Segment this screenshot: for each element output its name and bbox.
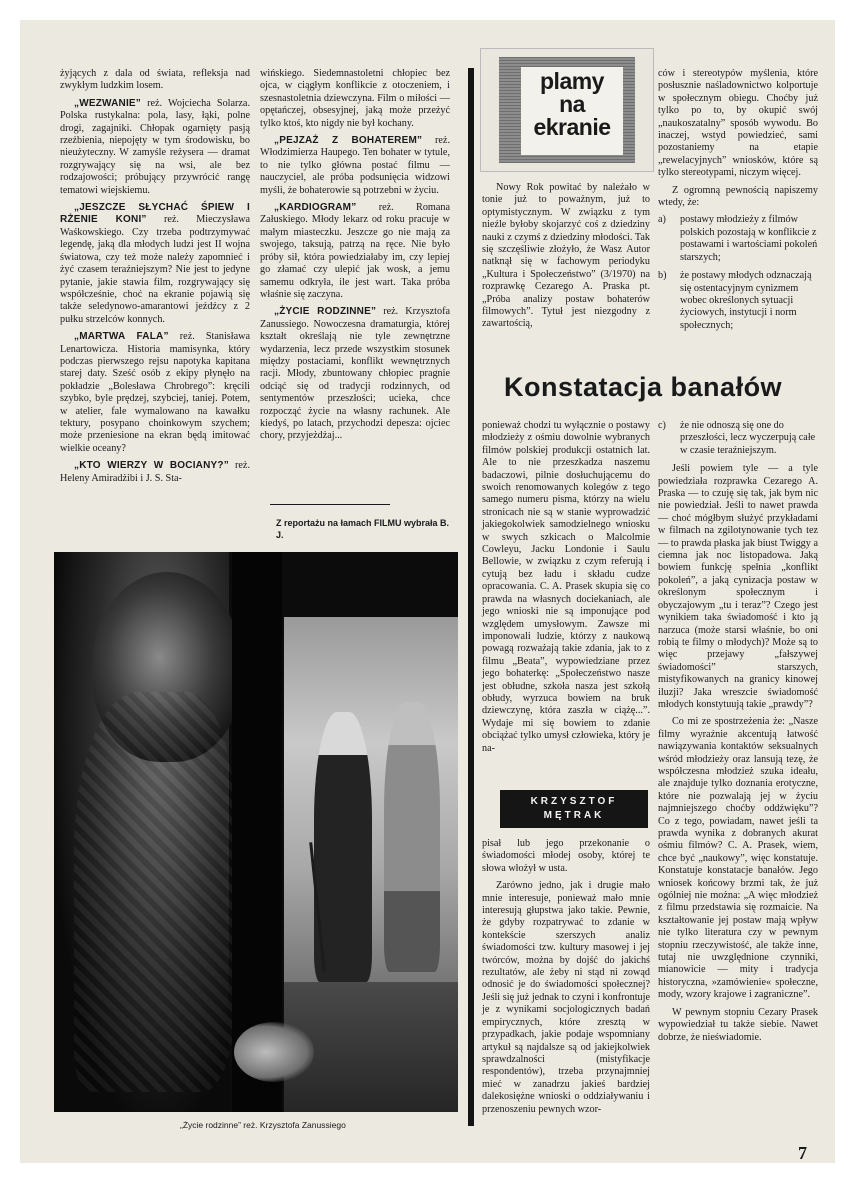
logo-text: plamy na ekranie: [521, 67, 623, 155]
film-entry: „KTO WIERZY W BOCIANY?” reż. Heleny Amiradżibi i J. S. Sta-: [60, 460, 250, 484]
reportage-credit: Z reportażu na łamach FILMU wybrała B. J.: [276, 518, 450, 540]
film-title: „PEJZAŻ Z BOHATEREM”: [274, 135, 423, 147]
credit-divider: [270, 504, 390, 505]
list-item: a) postawy młodzieży z filmów polskich pozostają w konflikcie z postawami i wartościami pokoleń starszych;: [658, 214, 818, 263]
article-column-4-bottom: c) że nie odnoszą się one do przeszłości, lecz wyczerpują całe w czasie teraźniejszym. Jeśli powiem tyle — a tyle powiedziała rozprawka Cezarego A. Praska — to czuję się tak, jak bym nic nie powiedział. Jeśli to nawet prawda — choć mógłbym służyć przykładami w filmach na zgilotynowanie tych tez — to prawda płaska jak biust Twiggy a ciemna jak noc listopadowa. Jaką bowiem funkcję spełnia „konflikt pokoleń”, a jaką cynizacja postaw w określonym społecznym i obyczajowym „tu i teraz”? Czego jest wynikiem taka świadomość i kto ją narzuca (może starsi właśnie, bo oni robią te filmy o młodych)? Może są to więc przejawy „fałszywej świadomości” starszych, mistyfikowanych na granicy kinowej iluzji? Jaka wreszcie świadomość młodych konstytuują takie „prawdy”? Co mi ze spostrzeżenia że: „Nasze filmy wyraźnie akcentują łatwość nawiązywania kontaktów seksualnych wśród młodzieży oraz lansują tezę, że współczesna młodzież szuka ideału, ale znajduje tylko doznania erotyczne, które nie pozwalają jej w życiu najmniejszego choćby oddźwięku”? Co z tego, powiadam, nawet jeśli ta prawda wynika z dobranych akurat ośmiu filmów? C. A. Prasek, wiem, chce być „naukowy”, więc konstatuje. Konstatuje konstatacje banałów. Jego wniosek końcowy brzmi tak, że już ogólniej nie można: „A więc młodzież z filmu przedstawia się rozmaicie. Na kształtowanie jej postaw mają wpływ nie tylko literatura czy w pewnym stopniu rzeczywistość, ale także inne, tutaj nie uwzględnione czynniki, mianowicie — mity i tradycja historyczna, »zamówienie« społeczne, mody, wzory krajowe i zagraniczne”. W pewnym stopniu Cezary Prasek wypowiedział tu także siebie. Nawet dobrze, że nieświadomie.: [658, 420, 818, 1043]
section-logo: [480, 48, 654, 172]
film-entry: „ŻYCIE RODZINNE” reż. Krzysztofa Zanussiego. Nowoczesna dramaturgia, której kształt określają nie tyle zewnętrzne wydarzenia, lecz przede wszystkim stosunek między postaciami, konflikt wewnętrznych racji. Młody, zbuntowany chłopiec pragnie odciąć się od tradycji rodzinnych, od sentymentów przeszłości; ucieka, chce rozpocząć życie na własny rachunek. Ale kiedyś, po latach, przychodzi depesza: ojciec chory, przyjeżdżaj...: [260, 306, 450, 442]
film-entry: „JESZCZE SŁYCHAĆ ŚPIEW I RŻENIE KONI” reż. Mieczysława Waśkowskiego. Czy trzeba podtrzymywać legendę, jaką dla młodych ludzi jest II wojna światowa, czy też może należy zapomnieć i żyć czasem teraźniejszym? Nie jest to jedyne pytanie, jakie stawia film, rozgrywający się współcześnie, choć na ekranie pojawią się także seledynowo-amarantowi jeźdźcy z 2 pułku strzelców konnych.: [60, 202, 250, 325]
author-box: [500, 790, 648, 828]
photo-hand: [234, 1022, 314, 1082]
film-title: „JESZCZE SŁYCHAĆ ŚPIEW I RŻENIE KONI”: [60, 202, 250, 226]
photo-caption: „Życie rodzinne” reż. Krzysztofa Zanussiego: [180, 1120, 346, 1130]
page-number: 7: [798, 1143, 807, 1163]
film-entry: „WEZWANIE” reż. Wojciecha Solarza. Polska rustykalna: pola, lasy, łąki, polne drogi, zagajniki. Chłopak ogarnięty pasją rzeźbienia, niepojęty w tym środowisku, bo nieużyteczny. W zamyśle reżysera — dramat rozgrywający się na wsi, ale bez rodzajowości; próbujący przywrócić rangę tematowi wiejskiemu.: [60, 97, 250, 196]
conclusions-list-continued: [658, 420, 818, 457]
article-column-3-middle: ponieważ chodzi tu wyłącznie o postawy młodzieży z ośmiu dowolnie wybranych filmów polskiej produkcji ostatnich lat. Ale to nie przeszkadza naszemu badaczowi, pilnie dosłuchującemu do swoich renomowanych kolegów z tego samego numeru pisma, którzy na wielu stronicach nie są w stanie wyprowadzić jakiegokolwiek samodzielnego wniosku w swych szkicach o Malcolmie Cowleyu, Jacku Londonie i Saulu Bellowie, w związku z czym referują i cytują bez ładu i składu cudze opracowania. C. A. Prasek skupia się co prawda na własnych dociekaniach, ale jego wnioski nie są imponujące pod względem umysłowym. Zawsze mi imponowali ludzie, którzy z naukową powagą rozważają takie zdania, jak to z filmu „Beata”, wypowiedziane przez jego bohaterkę: „Społeczeństwo nasze jest obłudne, szkoła nasza jest szkołą obłudy, wyrzuca bowiem na bruk dziewczynę, która zaszła w ciążę...”. Wydaje mi się bowiem to zdanie obciążać tylko umysł człowieka, który je na-: [482, 420, 650, 754]
film-list-column-1: [60, 68, 250, 490]
column-divider-bar: [468, 68, 474, 1126]
film-list-column-2: [260, 68, 450, 448]
film-title: „KARDIOGRAM”: [274, 202, 357, 214]
conclusions-list: [658, 214, 818, 332]
film-entry: „KARDIOGRAM” reż. Romana Załuskiego. Młody lekarz od roku pracuje w małym miasteczku. Jeszcze go nie mają za swojego, taksują, patrzą na ręce. Nie było próby sił, która powiedziałaby im, czy lepiej go złamać czy ulepić jak wosk, a jemu samemu odkryła, ile jest wart. Taka próba właśnie się zaczyna.: [260, 202, 450, 300]
film-still-photo: [54, 552, 458, 1112]
list-item: b) że postawy młodych odznaczają się ostentacyjnym cynizmem wobec określonych sytuacji życiowych, instytucji i norm społecznych;: [658, 270, 812, 331]
logo-frame: [499, 57, 635, 163]
author-first-name: KRZYSZTOF: [530, 796, 618, 807]
article-headline: Konstatacja banałów: [504, 372, 783, 402]
article-intro: Nowy Rok powitać by należało w tonie już to poważnym, już to optymistycznym. W związku z tym nieźle byłoby skojarzyć coś z dziedziny nauki z czymś z dziedziny młodości. Tak się szczęśliwie złożyło, że Wasz Autor natknął się w fachowym periodyku „Kultura i Społeczeństwo” (3/1970) na rozprawkę Cezarego A. Praska pt. „Próba analizy postaw bohaterów filmowych”. Tytuł jest niezgodny z zawartością,: [482, 182, 650, 330]
film-entry: „MARTWA FALA” reż. Stanisława Lenartowicza. Historia mamisynka, który podczas pierwszego rejsu napotyka kapitana starej daty. Sześć osób z ekipy płynęło na pokładzie „Bolesława Chrobrego”: kręcili szybko, byle prędzej, szybciej, taniej. Potem, w atelier, fale wymalowano na kawałku tektury, posypano choinkowym szychem; może przeniesione na ekran będą imitować wielkie oceany?: [60, 331, 251, 454]
photo-foreground-garment: [74, 692, 234, 1092]
film-entry: żyjących z dala od świata, refleksja nad zwykłym ludzkim losem.: [60, 68, 250, 92]
article-column-3-bottom: pisał lub jego przekonanie o świadomości młodej osoby, której te słowa włożył w usta. Zarówno jedno, jak i drugie mało mnie interesuje, ponieważ mało mnie interesują głupstwa jako takie. Pewnie, że gdyby rozpatrywać to zdanie w kontekście szerszych analiz świadomości tzw. kultury masowej i jej twórców, można by dojść do jakichś rezultatów, ale żeby ni stąd ni zowąd odnosić je do świadomości społecznej? Jeśli się już jednak to czyni i konfrontuje je z wynikami socjologicznych badań empirycznych, które zresztą w przypadkach, jakie podaje wspomniany artykuł są najdalsze są od jakiejkolwiek sprawdzalności (mistyfikacje respondentów), trzeba przynajmniej mieć w zanadrzu jakieś bardziej dalekosiężne wnioski o oddziaływaniu i przenoszeniu pewnych wzor-: [482, 838, 650, 1115]
photo-young-man: [384, 702, 440, 972]
film-title: „ŻYCIE RODZINNE”: [274, 306, 377, 318]
film-title: „KTO WIERZY W BOCIANY?”: [74, 460, 229, 472]
film-title: „MARTWA FALA”: [74, 331, 169, 343]
film-entry: wińskiego. Siedemnastoletni chłopiec bez ojca, w ciągłym konflikcie z otoczeniem, i szesnastoletnia dziewczyna. Film o miłości — opętańczej, obsesyjnej, jaką może przeżyć tylko ktoś, kto nigdy nie był kochany.: [260, 68, 450, 129]
film-title: „WEZWANIE”: [74, 97, 141, 109]
list-item: c) że nie odnoszą się one do przeszłości, lecz wyczerpują całe w czasie teraźniejszym.: [658, 420, 816, 456]
film-entry: „PEJZAŻ Z BOHATEREM” reż. Włodzimierza Haupego. Ten bohater w tytule, to nie tylko główna postać filmu — nauczyciel, ale próba podsunięcia widzowi myśli, że bohaterowie są potrzebni w życiu.: [260, 135, 450, 196]
article-column-4-top: ców i stereotypów myślenia, które posłusznie naśladownictwo kolportuje w społecznym obiegu. Choćby już tylko po to, by okupić swój „naukoszatalny” sposób wywodu. Bo inaczej, wstyd powiedzieć, sami pozostaniemy na etapie „rewelacyjnych” wniosków, które są tylko stereotypami, niczym więcej. Z ogromną pewnością napiszemy wtedy, że: a) postawy młodzieży z filmów polskich pozostają w konflikcie z postawami i wartościami pokoleń starszych; b) że postawy młodych odznaczają się ostentacyjnym cynizmem wobec określonych sytuacji życiowych, instytucji i norm społecznych;: [658, 68, 818, 331]
magazine-page: [20, 20, 835, 1163]
author-last-name: MĘTRAK: [543, 810, 605, 821]
